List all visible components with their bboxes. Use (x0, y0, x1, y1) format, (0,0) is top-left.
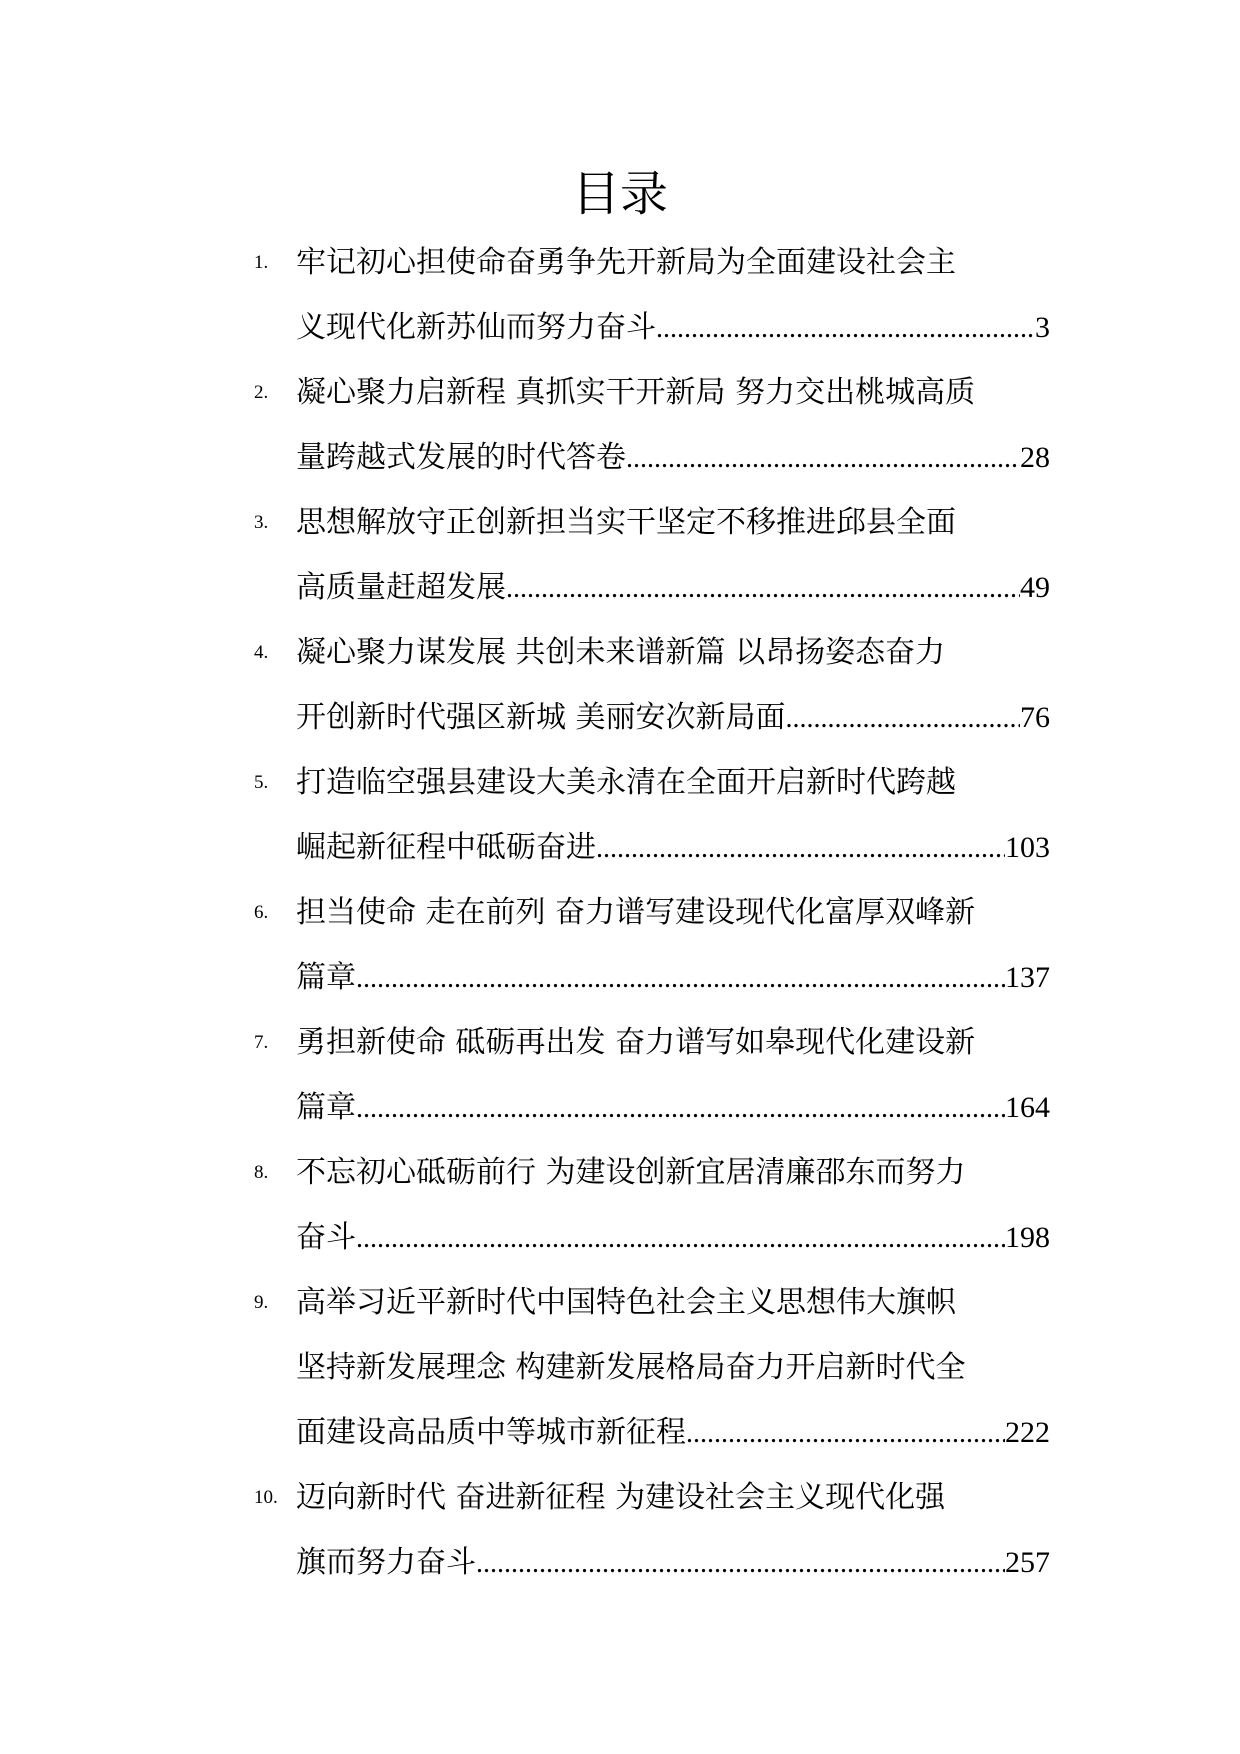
entry-title-line: 迈向新时代 奋进新征程 为建设社会主义现代化强 (296, 1480, 946, 1515)
entry-title-line: 开创新时代强区新城 美丽安次新局面 (296, 700, 786, 735)
entry-title-last-line (296, 1075, 1050, 1140)
toc-entry-2[interactable] (0, 360, 1240, 490)
page-number: 257 (1005, 1546, 1050, 1579)
dot-leader (786, 686, 1020, 750)
toc-entry-10[interactable] (0, 1465, 1240, 1595)
page-number: 28 (1020, 441, 1050, 474)
entry-title-last-line (296, 685, 1050, 750)
dot-leader (626, 426, 1020, 490)
entry-title-line: 凝心聚力启新程 真抓实干开新局 努力交出桃城高质 (296, 375, 976, 410)
entry-title-line: 牢记初心担使命奋勇争先开新局为全面建设社会主 (296, 245, 956, 280)
entry-title-line: 思想解放守正创新担当实干坚定不移推进邱县全面 (296, 505, 956, 540)
toc-entry-1[interactable] (0, 230, 1240, 360)
dot-leader (476, 1531, 1005, 1595)
page-title: 目录 (571, 166, 668, 222)
dot-leader (656, 296, 1035, 360)
entry-title-last-line (296, 1530, 1050, 1595)
entry-number: 3. (254, 512, 269, 533)
entry-number: 4. (254, 642, 269, 663)
entry-title-line: 面建设高品质中等城市新征程 (296, 1415, 686, 1450)
toc-entry-5[interactable] (0, 750, 1240, 880)
toc-entry-7[interactable] (0, 1010, 1240, 1140)
toc-entry-6[interactable] (0, 880, 1240, 1010)
entry-title-last-line (296, 555, 1050, 620)
dot-leader (596, 816, 1005, 880)
entry-title-line: 打造临空强县建设大美永清在全面开启新时代跨越 (296, 765, 956, 800)
entry-title-line: 量跨越式发展的时代答卷 (296, 440, 626, 475)
dot-leader (356, 1076, 1005, 1140)
table-of-contents (0, 230, 1240, 1595)
dot-leader (506, 556, 1020, 620)
entry-title-line: 高举习近平新时代中国特色社会主义思想伟大旗帜 (296, 1285, 956, 1320)
entry-number: 2. (254, 382, 269, 403)
toc-entry-8[interactable] (0, 1140, 1240, 1270)
entry-title-last-line (296, 1400, 1050, 1465)
toc-entry-3[interactable] (0, 490, 1240, 620)
entry-title-line: 坚持新发展理念 构建新发展格局奋力开启新时代全 (296, 1350, 966, 1385)
entry-title-line: 义现代化新苏仙而努力奋斗 (296, 310, 656, 345)
entry-title-line: 不忘初心砥砺前行 为建设创新宜居清廉邵东而努力 (296, 1155, 966, 1190)
entry-title-line: 奋斗 (296, 1220, 356, 1255)
page-number: 49 (1020, 571, 1050, 604)
entry-title-last-line (296, 945, 1050, 1010)
entry-number: 1. (254, 252, 269, 273)
page-number: 198 (1005, 1221, 1050, 1254)
toc-entry-9[interactable] (0, 1270, 1240, 1465)
entry-title-last-line (296, 425, 1050, 490)
dot-leader (686, 1401, 1005, 1465)
page-number: 164 (1005, 1091, 1050, 1124)
entry-title-line: 旗而努力奋斗 (296, 1545, 476, 1580)
page-number: 222 (1005, 1416, 1050, 1449)
entry-title-line: 篇章 (296, 960, 356, 995)
entry-title-line: 高质量赶超发展 (296, 570, 506, 605)
entry-title-line: 勇担新使命 砥砺再出发 奋力谱写如皋现代化建设新 (296, 1025, 976, 1060)
entry-number: 9. (254, 1292, 269, 1313)
dot-leader (356, 1206, 1005, 1270)
page-number: 76 (1020, 701, 1050, 734)
entry-title-last-line (296, 815, 1050, 880)
dot-leader (356, 946, 1005, 1010)
entry-number: 6. (254, 902, 269, 923)
entry-number: 8. (254, 1162, 269, 1183)
page-number: 103 (1005, 831, 1050, 864)
page-number: 3 (1035, 311, 1050, 344)
page-number: 137 (1005, 961, 1050, 994)
entry-number: 5. (254, 772, 269, 793)
toc-entry-4[interactable] (0, 620, 1240, 750)
entry-title-line: 篇章 (296, 1090, 356, 1125)
entry-title-line: 担当使命 走在前列 奋力谱写建设现代化富厚双峰新 (296, 895, 976, 930)
entry-number: 10. (254, 1487, 278, 1508)
entry-title-last-line (296, 295, 1050, 360)
entry-title-line: 凝心聚力谋发展 共创未来谱新篇 以昂扬姿态奋力 (296, 635, 946, 670)
entry-title-line: 崛起新征程中砥砺奋进 (296, 830, 596, 865)
entry-number: 7. (254, 1032, 269, 1053)
entry-title-last-line (296, 1205, 1050, 1270)
